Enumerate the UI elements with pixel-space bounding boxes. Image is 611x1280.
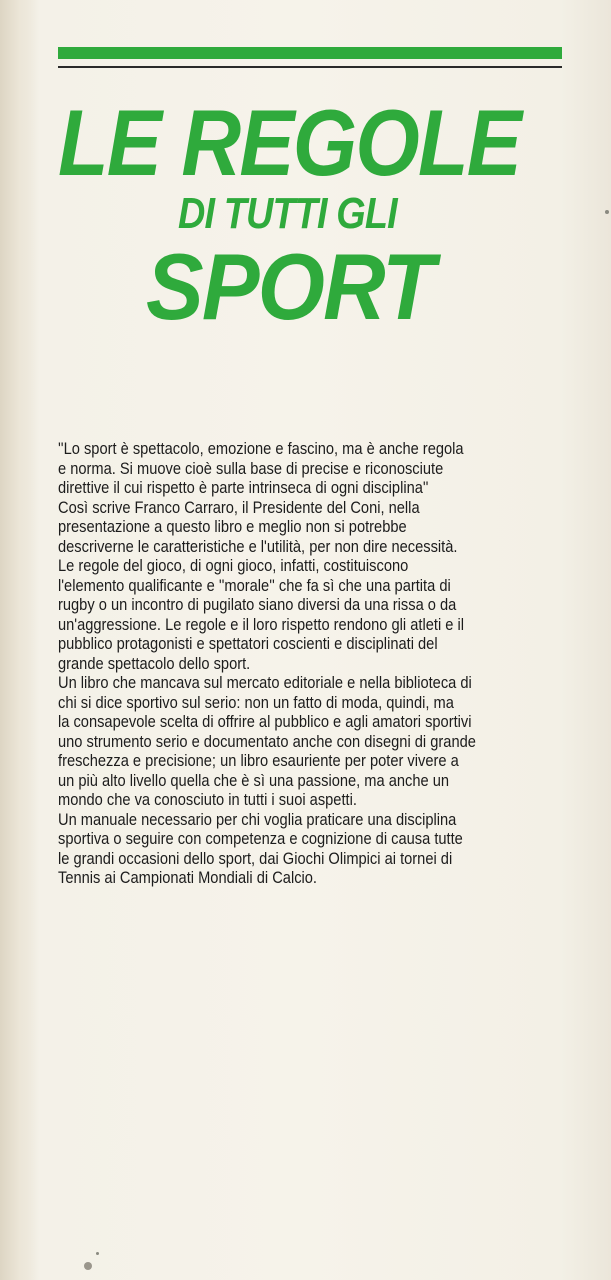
blurb-line: freschezza e precisione; un libro esauriente per poter vivere a [58, 752, 459, 770]
paper-speck [96, 1252, 99, 1255]
paper-speck [605, 210, 609, 214]
paper-speck [84, 1262, 92, 1270]
blurb-line: direttive il cui rispetto è parte intrinseca di ogni disciplina'' [58, 479, 429, 497]
blurb-line: Un manuale necessario per chi voglia praticare una disciplina [58, 810, 457, 829]
blurb-text [58, 440, 583, 889]
blurb-line: le grandi occasioni dello sport, dai Giochi Olimpici ai tornei di [58, 849, 453, 868]
blurb-line: la consapevole scelta di offrire al pubblico e agli amatori sportivi [58, 713, 472, 731]
header-rule [58, 66, 562, 68]
blurb-line: grande spettacolo dello sport. [58, 654, 251, 673]
blurb-line: Così scrive Franco Carraro, il Presidente del Coni, nella [58, 498, 420, 517]
blurb-line: Un libro che mancava sul mercato editoriale e nella biblioteca di [58, 674, 472, 692]
title-line-2: DI TUTTI GLI [178, 189, 397, 238]
blurb-line: e norma. Si muove cioè sulla base di precise e riconosciute [58, 459, 444, 478]
blurb-line: l'elemento qualificante e ''morale'' che fa sì che una partita di [58, 576, 451, 595]
blurb-line: descriverne le caratteristiche e l'utilità, per non dire necessità. [58, 537, 458, 556]
title-line-1: LE REGOLE [58, 90, 521, 195]
cover-fold-shadow [0, 0, 38, 1280]
blurb-line: chi si dice sportivo sul serio: non un fatto di moda, quindi, ma [58, 693, 454, 712]
blurb-line: sportiva o seguire con competenza e cognizione di causa tutte [58, 830, 463, 848]
blurb-line: Tennis ai Campionati Mondiali di Calcio. [58, 869, 318, 887]
blurb-line: pubblico protagonisti e spettatori coscienti e disciplinati del [58, 635, 438, 653]
blurb-line: un'aggressione. Le regole e il loro rispetto rendono gli atleti e il [58, 615, 465, 634]
title-line-3: SPORT [146, 234, 434, 339]
green-header-bar [58, 47, 562, 59]
blurb-line: rugby o un incontro di pugilato siano diversi da una rissa o da [58, 596, 457, 614]
blurb-line: mondo che va conosciuto in tutti i suoi aspetti. [58, 791, 357, 809]
blurb-line: un più alto livello quella che è sì una passione, ma anche un [58, 771, 450, 790]
blurb-line: ''Lo sport è spettacolo, emozione e fascino, ma è anche regola [58, 440, 464, 458]
blurb-line: presentazione a questo libro e meglio non si potrebbe [58, 518, 407, 536]
blurb-line: Le regole del gioco, di ogni gioco, infatti, costituiscono [58, 557, 409, 575]
blurb-line: uno strumento serio e documentato anche con disegni di grande [58, 732, 476, 751]
